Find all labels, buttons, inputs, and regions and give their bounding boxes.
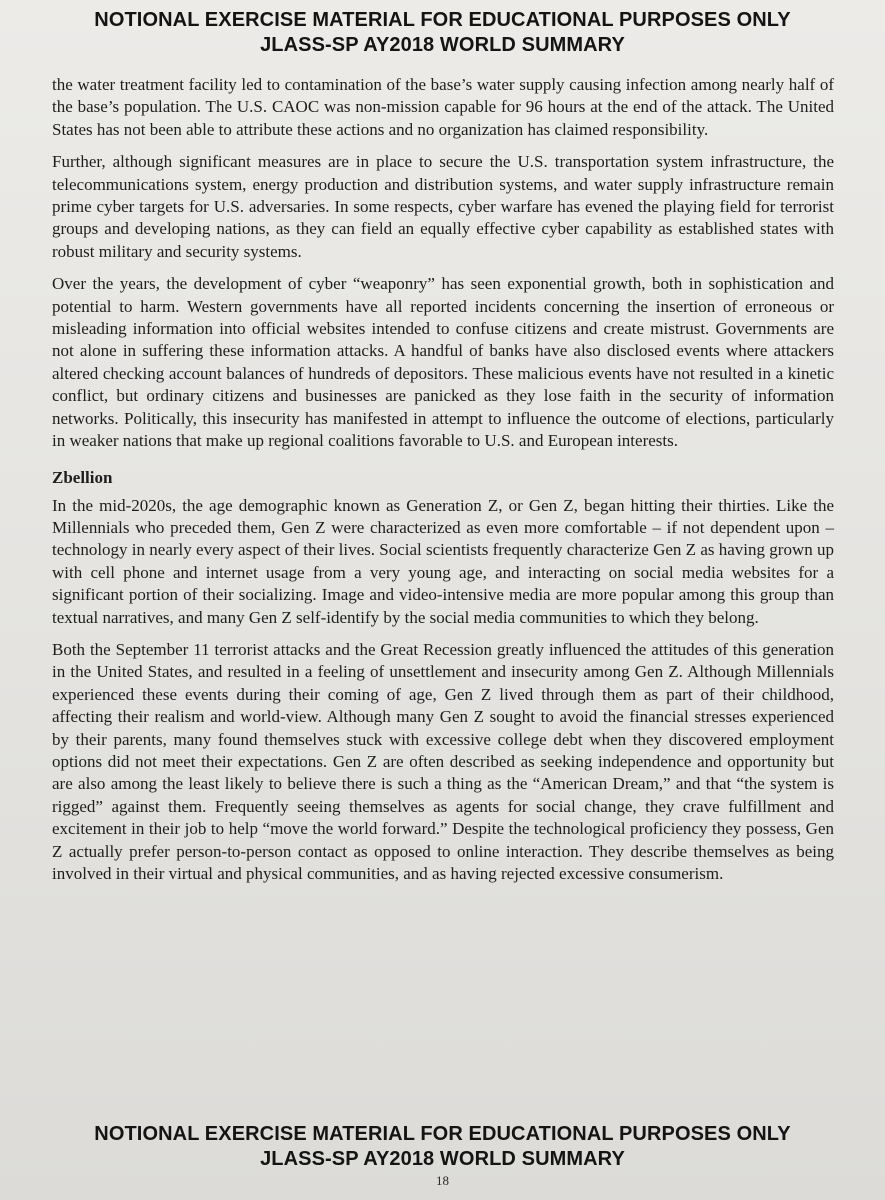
- paragraph: Further, although significant measures are in place to secure the U.S. transportation system infrastructure, the telecommunications system, energy production and distribution systems, and water supply infrastructure remain prime cyber targets for U.S. adversaries. In some respects, cyber warfare has evened the playing field for terrorist groups and developing nations, as they can field an equally effective cyber capability as established states with robust military and security systems.: [52, 152, 834, 261]
- document-body: [52, 74, 834, 895]
- paragraph: In the mid-2020s, the age demographic known as Generation Z, or Gen Z, began hitting their thirties. Like the Millennials who preceded them, Gen Z were characterized as even more comfortable – if not dependent upon – technology in nearly every aspect of their lives. Social scientists frequently characterize Gen Z as having grown up with cell phone and internet usage from a very young age, and interacting on social media websites for a significant portion of their socializing. Image and video-intensive media are more popular among this group than textual narratives, and many Gen Z self-identify by the social media communities to which they belong.: [52, 495, 834, 627]
- paragraph: Over the years, the development of cyber “weaponry” has seen exponential growth, both in sophistication and potential to harm. Western governments have all reported incidents concerning the insertion of erroneous or misleading information into official websites intended to confuse citizens and create mistrust. Governments are not alone in suffering these information attacks. A handful of banks have also disclosed events where attackers altered checking account balances of hundreds of depositors. These malicious events have not resulted in a kinetic conflict, but ordinary citizens and businesses are panicked as they lose faith in the security of information networks. Politically, this insecurity has manifested in attempt to influence the outcome of elections, particularly in weaker nations that make up regional coalitions favorable to U.S. and European interests.: [52, 274, 834, 451]
- classification-header: [0, 8, 885, 58]
- page-number: 18: [436, 1173, 449, 1188]
- paragraph: Both the September 11 terrorist attacks and the Great Recession greatly influenced the attitudes of this generation in the United States, and resulted in a feeling of unsettlement and insecurity among Gen Z. Although Millennials experienced these events during their coming of age, Gen Z lived through them as part of their childhood, affecting their realism and world-view. Although many Gen Z sought to avoid the financial stresses experienced by their parents, many found themselves stuck with excessive college debt when they discovered employment options did not meet their expectations. Gen Z are often described as seeking independence and opportunity but are also among the least likely to believe there is such a thing as the “American Dream,” and that “the system is rigged” against them. Frequently seeing themselves as agents for social change, they crave fulfillment and excitement in their job to help “move the world forward.” Despite the technological proficiency they possess, Gen Z actually prefer person-to-person contact as opposed to online interaction. They describe themselves as being involved in their virtual and physical communities, and as having rejected excessive consumerism.: [52, 639, 834, 883]
- header-line-1: NOTIONAL EXERCISE MATERIAL FOR EDUCATIONAL PURPOSES ONLY: [94, 9, 791, 31]
- header-line-2: JLASS-SP AY2018 WORLD SUMMARY: [260, 34, 625, 56]
- footer-line-2: JLASS-SP AY2018 WORLD SUMMARY: [260, 1148, 625, 1170]
- footer-line-1: NOTIONAL EXERCISE MATERIAL FOR EDUCATIONAL PURPOSES ONLY: [94, 1123, 791, 1145]
- section-heading: Zbellion: [52, 467, 113, 487]
- paragraph: the water treatment facility led to contamination of the base’s water supply causing infection among nearly half of the base’s population. The U.S. CAOC was non-mission capable for 96 hours at the end of the attack. The United States has not been able to attribute these actions and no organization has claimed responsibility.: [52, 75, 834, 139]
- classification-footer: [0, 1122, 885, 1172]
